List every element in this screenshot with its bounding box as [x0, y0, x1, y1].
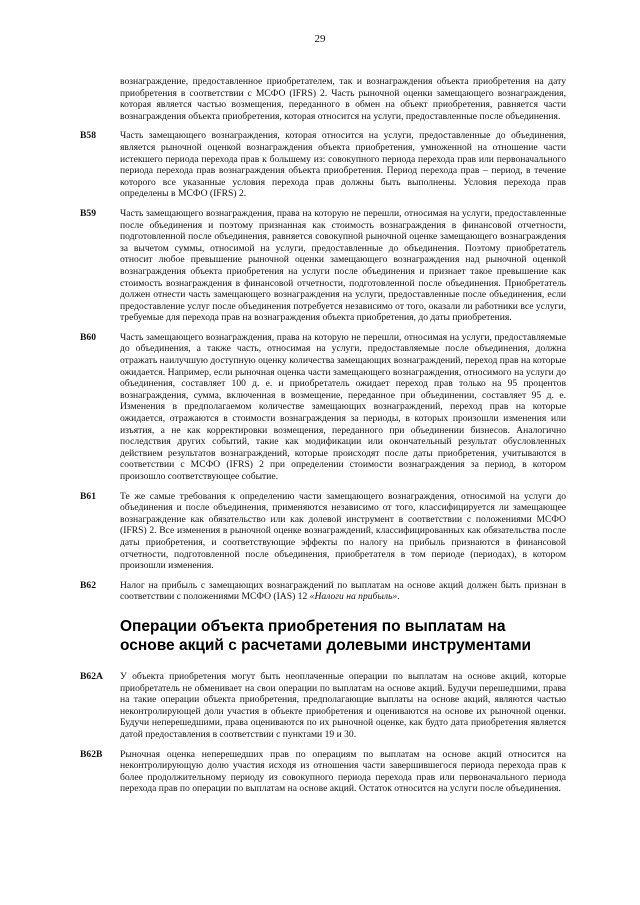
- paragraph-number: B60: [80, 331, 96, 343]
- paragraph-number: B62: [80, 579, 96, 591]
- paragraph-text: У объекта приобретения могут быть неоплаченные операции по выплатам на основе акций, которые приобретатель не обменивает на свои операции по выплатам на основе акций. Будучи перешедшими, права на такие операции объекта приобретения, предполагающие выплаты на основе акций, являются частью неконтролирующей доли участия в объекте приобретения и оцениваются на основе их рыночной оценки. Будучи неперешедшими, права оцениваются по их рыночной оценке, как будто дата приобретения является датой предоставления в соответствии с пунктами 19 и 30.: [120, 670, 566, 740]
- section-heading: Операции объекта приобретения по выплатам на основе акций с расчетами долевыми инструментами: [120, 617, 532, 654]
- paragraph-text: [120, 580, 566, 603]
- paragraph-b59: [80, 208, 566, 324]
- paragraph-text: Часть замещающего вознаграждения, которая относится на услуги, предоставленные до объединения, является рыночной оценкой вознаграждения объекта приобретения, умноженной на отношение части истекшего периода перехода прав к большему из: совокупного периода перехода прав или первоначального периода перехода прав вознаграждения объекта приобретения. Период перехода прав – период, в течение которого все указанные условия перехода прав должны быть выполнены. Условия перехода прав определены в МСФО (IFRS) 2.: [120, 130, 566, 200]
- paragraph-b62: [80, 580, 566, 603]
- paragraph-text: Часть замещающего вознаграждения, права на которую не перешли, относимая на услуги, предоставленные после объединения и поэтому признанная как стоимость вознаграждения в финансовой отчетности, подготовленной после объединения, равняется совокупной рыночной оценке замещающего вознаграждения за вычетом суммы, относимой на услуги, предоставленные до объединения. Поэтому приобретатель относит любое превышение рыночной оценки замещающего вознаграждения над рыночной оценкой вознаграждения объекта приобретения на услуги после объединения и признает такое превышение как стоимость вознаграждения в финансовой отчетности, подготовленной после объединения. Приобретатель должен отнести часть замещающего вознаграждения на услуги, предоставленные после объединения, если предоставление услуг после объединения потребуется независимо от того, оказали ли работники все услуги, требуемые для перехода прав на вознаграждения объекта приобретения, до даты приобретения.: [120, 207, 566, 324]
- paragraph-b62a: [80, 671, 566, 741]
- paragraph-text: Часть замещающего вознаграждения, права на которую не перешли, относимая на услуги, предоставляемые до объединения, а также часть, относимая на услуги, предоставляемые после объединения, должна отражать наилучшую доступную оценку количества замещающих вознаграждений, переход прав на которые ожидается. Например, если рыночная оценка части замещающего вознаграждения, относимого на услуги до объединения, составляет 100 д. е. и приобретатель ожидает переход прав только на 95 процентов вознаграждения, сумма, включенная в возмещение, переданное при объединении, составляет 95 д. е. Изменения в предполагаемом количестве замещающих вознаграждений, переход прав на которые ожидается, отражаются в стоимости вознаграждения за периоды, в которых произошли изменения или изъятия, а не как корректировки возмещения, переданного при объединении бизнесов. Аналогично последствия других событий, такие как модификации или окончательный результат обусловленных действием результатов вознаграждений, которые происходят после даты приобретения, учитываются в соответствии с МСФО (IFRS) 2 при определении стоимости вознаграждения за период, в котором произошло соответствующее событие.: [120, 331, 566, 482]
- paragraph-number: B59: [80, 207, 96, 219]
- paragraph-text-end: .: [397, 591, 400, 603]
- paragraph-number: B62B: [80, 748, 103, 760]
- page-number: 29: [314, 33, 326, 45]
- paragraph-text: Рыночная оценка неперешедших прав по операциям по выплатам на основе акций относится на неконтролирующую долю участия исходя из отношения части завершившегося периода перехода прав к более продолжительному периоду из совокупного периода перехода прав или первоначального периода перехода прав по операции по выплатам на основе акций. Остаток относится на услуги после объединения.: [120, 748, 566, 795]
- paragraph-text-main: Налог на прибыль с замещающих вознаграждений по выплатам на основе акций должен быть признан в соответствии с положениями МСФО (IAS) 12: [120, 579, 566, 603]
- paragraph-b60: [80, 332, 566, 483]
- continuation-paragraph: вознаграждение, предоставленное приобретателем, так и вознаграждения объекта приобретения на дату приобретения в соответствии с МСФО (IFRS) 2. Часть рыночной оценки замещающего вознаграждения, которая является частью возмещения, переданного в обмен на объект приобретения, равняется части вознаграждения объекта приобретения, которая относится на услуги, предоставленные после объединения.: [120, 76, 566, 122]
- paragraph-b61: [80, 491, 566, 572]
- paragraph-number: B58: [80, 130, 96, 142]
- paragraph-number: B61: [80, 490, 96, 502]
- paragraph-b62b: [80, 749, 566, 795]
- document-body: [80, 76, 566, 803]
- standard-title-italic: «Налоги на прибыль»: [309, 591, 398, 603]
- paragraph-number: B62A: [80, 670, 103, 682]
- paragraph-text: Те же самые требования к определению части замещающего вознаграждения, относимой на услуги до объединения и после объединения, применяются независимо от того, классифицируется ли замещающее вознаграждение как обязательство или как долевой инструмент в соответствии с положениями МСФО (IFRS) 2. Все изменения в рыночной оценке вознаграждений, классифицированных как обязательства после даты приобретения, и соответствующие эффекты по налогу на прибыль признаются в финансовой отчетности, подготовленной после объединения, приобретателя в том периоде (периодах), в котором произошли изменения.: [120, 490, 566, 572]
- paragraph-b58: [80, 130, 566, 200]
